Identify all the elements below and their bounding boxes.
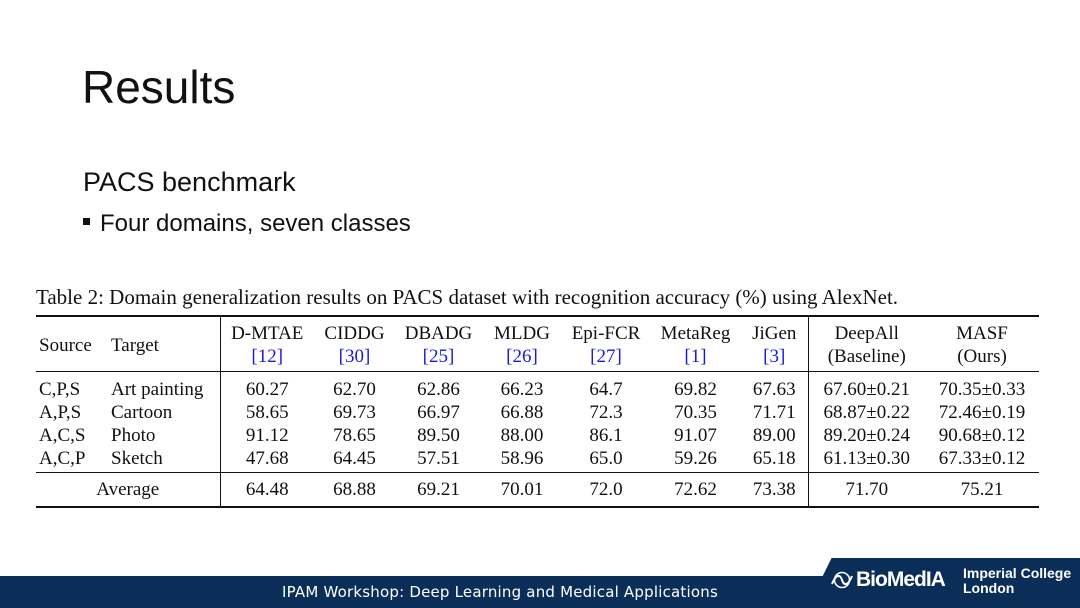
table-caption: Table 2: Domain generalization results on PACS dataset with recognition accuracy (%) using AlexNet. — [36, 285, 899, 309]
table-average-row — [36, 473, 1039, 508]
results-table-container — [36, 315, 1039, 508]
cell-value: 66.97 — [417, 402, 460, 423]
method-ref-link[interactable]: [25] — [422, 346, 455, 367]
table-row — [36, 424, 1039, 447]
method-ref-link[interactable]: [1] — [684, 346, 707, 367]
cell-value: 66.23 — [500, 379, 544, 400]
biomedia-logo-text: BioMedIA — [856, 568, 945, 591]
cell-value: 89.00 — [752, 425, 796, 446]
cell-value: 65.18 — [752, 448, 796, 469]
average-value: 72.62 — [674, 479, 717, 500]
cell-value: 91.12 — [220, 424, 314, 447]
bullet-text: Four domains, seven classes — [100, 210, 411, 237]
header-method: MetaReg [1] — [650, 316, 741, 372]
cell-value: 67.33±0.12 — [938, 448, 1026, 469]
slide-subtitle: PACS benchmark — [83, 167, 296, 197]
biomedia-logo — [830, 568, 945, 592]
imperial-college-logo — [963, 566, 1071, 596]
imperial-logo-line2: London — [963, 580, 1015, 596]
cell-value: 64.7 — [589, 379, 623, 400]
cell-value: 59.26 — [674, 448, 717, 469]
cell-value: 60.27 — [220, 372, 314, 402]
average-value: 71.70 — [808, 473, 925, 508]
cell-value: 64.45 — [333, 448, 376, 469]
cell-target: Photo — [111, 425, 156, 446]
average-value: 69.21 — [417, 479, 460, 500]
average-value: 70.01 — [500, 479, 544, 500]
table-row — [36, 401, 1039, 424]
cell-value: 68.87±0.22 — [808, 401, 925, 424]
average-value: 64.48 — [220, 473, 314, 508]
cell-value: 69.82 — [674, 379, 717, 400]
header-method: MLDG [26] — [482, 316, 562, 372]
average-label: Average — [96, 479, 160, 500]
header-method: D-MTAE [12] — [220, 316, 314, 372]
method-ref-link[interactable]: [27] — [590, 346, 622, 367]
cell-value: 72.3 — [589, 402, 623, 423]
method-ref-link[interactable]: [26] — [506, 346, 538, 367]
table-header-row — [36, 316, 1039, 372]
slide-title: Results — [82, 61, 236, 113]
average-value: 72.0 — [589, 479, 623, 500]
header-method-ours: MASF (Ours) — [956, 323, 1008, 367]
header-target: Target — [111, 334, 159, 356]
imperial-logo-line1: Imperial College — [963, 565, 1072, 581]
method-ref-link[interactable]: [3] — [763, 346, 786, 367]
cell-value: 62.70 — [333, 379, 376, 400]
bullet-item — [83, 210, 411, 239]
cell-source: C,P,S — [39, 379, 81, 400]
cell-value: 86.1 — [589, 425, 623, 446]
table-row — [36, 447, 1039, 473]
header-method: DBADG [25] — [395, 316, 482, 372]
cell-target: Art painting — [111, 379, 204, 400]
method-ref-link[interactable]: [12] — [251, 346, 284, 367]
cell-value: 67.63 — [752, 379, 796, 400]
cell-value: 72.46±0.19 — [938, 402, 1026, 423]
cell-value: 69.73 — [333, 402, 376, 423]
cell-value: 71.71 — [752, 402, 796, 423]
cell-value: 47.68 — [220, 447, 314, 473]
cell-value: 88.00 — [500, 425, 544, 446]
cell-value: 89.50 — [417, 425, 460, 446]
cell-value: 58.65 — [220, 401, 314, 424]
cell-value: 66.88 — [500, 402, 544, 423]
header-method: CIDDG [30] — [314, 316, 395, 372]
cell-value: 89.20±0.24 — [808, 424, 925, 447]
cell-source: A,P,S — [39, 402, 82, 423]
bullet-square-icon — [83, 218, 90, 225]
footer-text: IPAM Workshop: Deep Learning and Medical Applications — [282, 583, 718, 601]
cell-value: 70.35 — [674, 402, 717, 423]
cell-value: 61.13±0.30 — [808, 447, 925, 473]
cell-value: 67.60±0.21 — [808, 372, 925, 402]
header-method: Epi-FCR [27] — [562, 316, 650, 372]
cell-value: 70.35±0.33 — [938, 379, 1026, 400]
header-method-baseline: DeepAll (Baseline) — [808, 316, 925, 372]
table-row — [36, 372, 1039, 402]
cell-value: 62.86 — [417, 379, 460, 400]
header-source: Source — [39, 334, 92, 356]
biomedia-wave-icon — [830, 571, 854, 589]
cell-value: 91.07 — [674, 425, 717, 446]
average-value: 75.21 — [960, 479, 1004, 500]
cell-value: 65.0 — [589, 448, 623, 469]
cell-value: 78.65 — [333, 425, 376, 446]
cell-source: A,C,P — [39, 448, 86, 469]
cell-source: A,C,S — [39, 425, 86, 446]
method-ref-link[interactable]: [30] — [338, 346, 371, 367]
average-value: 73.38 — [752, 479, 796, 500]
results-table — [36, 315, 1039, 508]
cell-value: 90.68±0.12 — [938, 425, 1026, 446]
cell-target: Cartoon — [111, 402, 173, 423]
cell-value: 58.96 — [500, 448, 544, 469]
cell-target: Sketch — [111, 448, 163, 469]
header-method: JiGen [3] — [741, 316, 808, 372]
cell-value: 57.51 — [417, 448, 460, 469]
average-value: 68.88 — [333, 479, 376, 500]
